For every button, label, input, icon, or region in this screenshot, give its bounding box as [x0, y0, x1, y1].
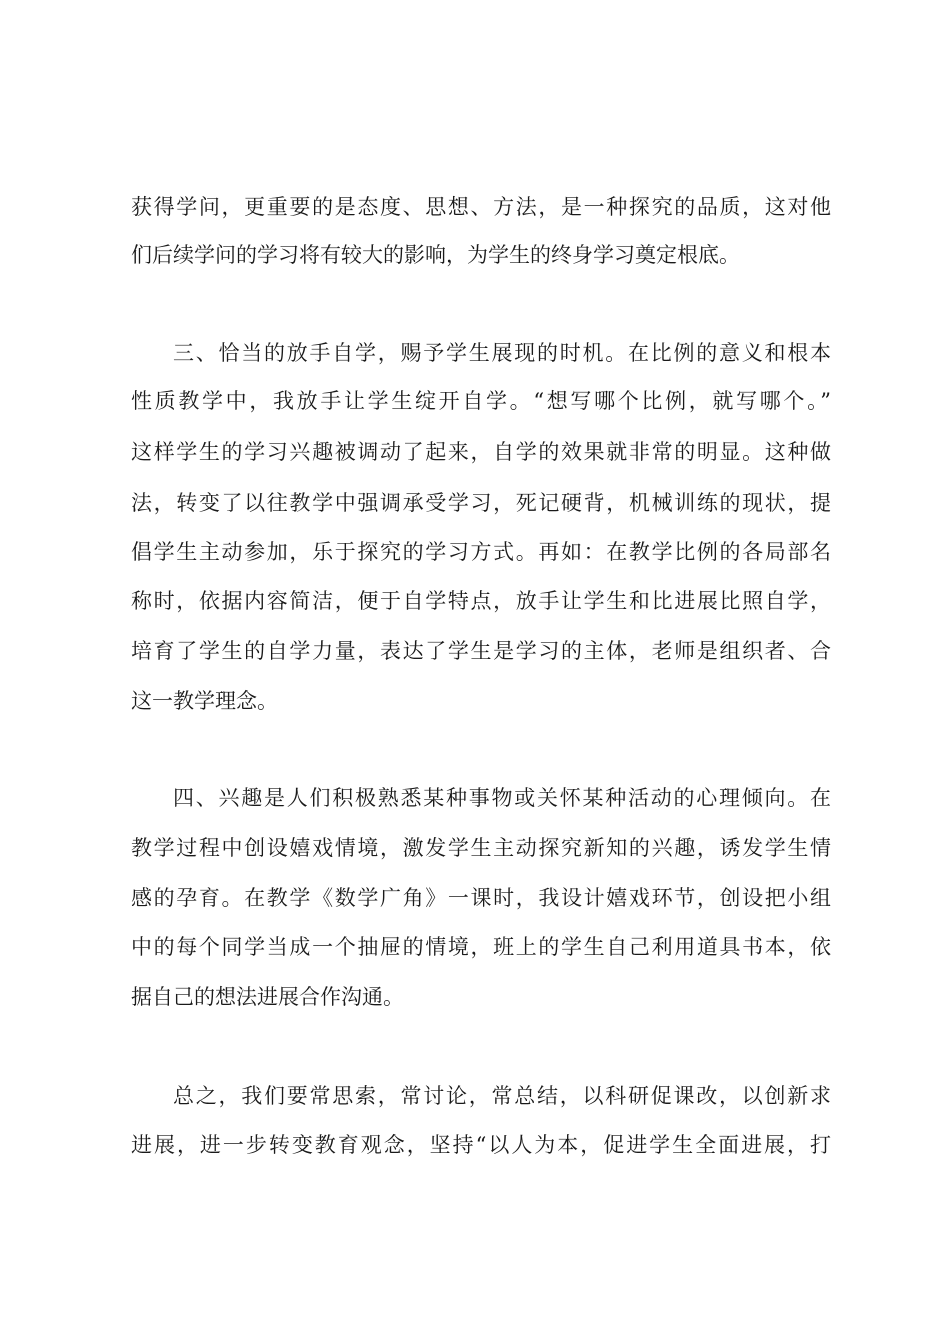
text-line: 感的孕育。在教学《数学广角》一课时，我设计嬉戏环节，创设把小组 — [131, 886, 831, 910]
text-line: 据自己的想法进展合作沟通。 — [131, 985, 404, 1009]
text-line: 教学过程中创设嬉戏情境，激发学生主动探究新知的兴趣，诱发学生情 — [131, 836, 831, 860]
text-line: 法，转变了以往教学中强调承受学习，死记硬背，机械训练的现状，提 — [131, 491, 831, 515]
text-line: 总之，我们要常思索，常讨论，常总结，以科研促课改，以创新求 — [173, 1084, 831, 1108]
text-line: 三、恰当的放手自学，赐予学生展现的时机。在比例的意义和根本 — [173, 341, 831, 365]
text-line: 们后续学问的学习将有较大的影响，为学生的终身学习奠定根底。 — [131, 243, 740, 267]
text-line: 这一教学理念。 — [131, 689, 278, 713]
text-line: 性质教学中，我放手让学生绽开自学。“想写哪个比例，就写哪个。” — [131, 389, 831, 413]
text-line: 这样学生的学习兴趣被调动了起来，自学的效果就非常的明显。这种做 — [131, 440, 831, 464]
text-line: 培育了学生的自学力量，表达了学生是学习的主体，老师是组织者、合 — [131, 639, 831, 663]
text-line: 称时，依据内容简洁，便于自学特点，放手让学生和比进展比照自学， — [131, 589, 831, 613]
text-line: 中的每个同学当成一个抽屉的情境，班上的学生自己利用道具书本，依 — [131, 935, 831, 959]
text-line: 获得学问，更重要的是态度、思想、方法，是一种探究的品质，这对他 — [131, 195, 831, 219]
text-line: 四、兴趣是人们积极熟悉某种事物或关怀某种活动的心理倾向。在 — [173, 786, 831, 810]
text-line: 进展，进一步转变教育观念，坚持“以人为本，促进学生全面进展，打 — [131, 1133, 831, 1157]
text-line: 倡学生主动参加，乐于探究的学习方式。再如：在教学比例的各局部名 — [131, 540, 831, 564]
